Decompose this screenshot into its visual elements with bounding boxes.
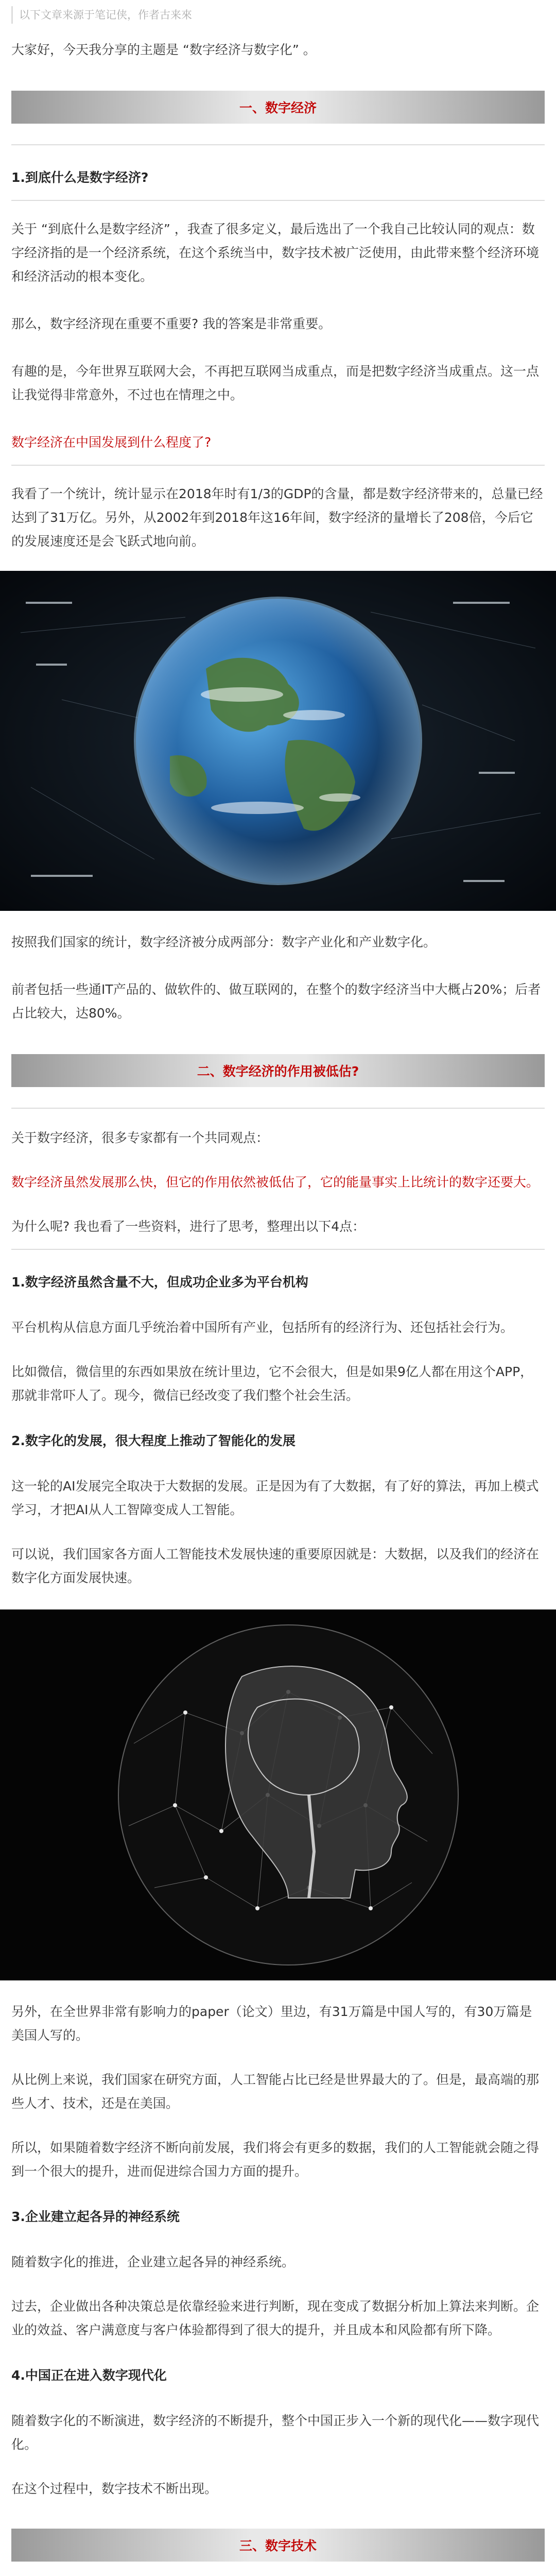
- earth-network-image: [0, 571, 556, 911]
- question-heading: 1.到底什么是数字经济?: [11, 170, 149, 185]
- paragraph: 为什么呢? 我也看了一些资料，进行了思考，整理出以下4点：: [11, 1219, 366, 1234]
- paragraph: 关于 “到底什么是数字经济” ，我查了很多定义，最后选出了一个我自己比较认同的观点：数字经济指的是一个经济系统，在这个系统当中，数字技术被广泛使用，由此带来整个经济环境和经济活动的根本变化。: [11, 222, 540, 284]
- paragraph: 我看了一个统计，统计显示在2018年时有1/3的GDP的含量，都是数字经济带来的，总量已经达到了31万亿。另外，从2002年到2018年这16年间，数字经济的量增长了208倍，今后它的发展速度还是会飞跃式地向前。: [11, 486, 543, 549]
- point-heading-1: 1.数字经济虽然含量不大，但成功企业多为平台机构: [11, 1275, 308, 1290]
- paragraph: 平台机构从信息方面几乎统治着中国所有产业，包括所有的经济行为、还包括社会行为。: [11, 1320, 514, 1335]
- paragraph: 从比例上来说，我们国家在研究方面，人工智能占比已经是世界最大的了。但是，最高端的那些人才、技术，还是在美国。: [11, 2072, 540, 2111]
- paragraph: 这一轮的AI发展完全取决于大数据的发展。正是因为有了大数据，有了好的算法，再加上模式学习，才把AI从人工智障变成人工智能。: [11, 1479, 539, 1517]
- point-heading-2: 2.数字化的发展，很大程度上推动了智能化的发展: [11, 1433, 296, 1448]
- ai-head-image: [0, 1609, 556, 1980]
- section-title: 一、数字经济: [239, 100, 317, 115]
- paragraph: 按照我们国家的统计，数字经济被分成两部分：数字产业化和产业数字化。: [11, 935, 437, 950]
- paragraph: 在这个过程中，数字技术不断出现。: [11, 2481, 218, 2496]
- paragraph: 所以，如果随着数字经济不断向前发展，我们将会有更多的数据，我们的人工智能就会随之得到一个很大的提升，进而促进综合国力方面的提升。: [11, 2140, 540, 2179]
- red-paragraph: 数字经济虽然发展那么快，但它的作用依然被低估了，它的能量事实上比统计的数字还要大。: [11, 1175, 540, 1190]
- paragraph: 有趣的是，今年世界互联网大会，不再把互联网当成重点，而是把数字经济当成重点。这一点让我觉得非常意外，不过也在情理之中。: [11, 364, 540, 402]
- section-title: 二、数字经济的作用被低估?: [197, 1064, 359, 1079]
- section-heading-2: [11, 1054, 545, 1087]
- paragraph: 随着数字化的不断演进，数字经济的不断提升，整个中国正步入一个新的现代化——数字现代化。: [11, 2413, 540, 2452]
- paragraph: 比如微信，微信里的东西如果放在统计里边，它不会很大，但是如果9亿人都在用这个APP，那就非常吓人了。现今，微信已经改变了我们整个社会生活。: [11, 1364, 533, 1403]
- paragraph: 随着数字化的推进，企业建立起各异的神经系统。: [11, 2255, 295, 2269]
- intro-paragraph: 大家好，今天我分享的主题是 “数字经济与数字化” 。: [11, 42, 316, 57]
- section-heading-1: [11, 91, 545, 124]
- paragraph: 可以说，我们国家各方面人工智能技术发展快速的重要原因就是：大数据，以及我们的经济在数字化方面发展快速。: [11, 1547, 540, 1585]
- paragraph: 前者包括一些通IT产品的、做软件的、做互联网的，在整个的数字经济当中大概占20%；后者占比较大，达80%。: [11, 982, 541, 1021]
- point-heading-4: 4.中国正在进入数字现代化: [11, 2368, 167, 2383]
- paragraph: 另外，在全世界非常有影响力的paper（论文）里边，有31万篇是中国人写的，有30万篇是美国人写的。: [11, 2004, 532, 2043]
- paragraph: 那么，数字经济现在重要不重要? 我的答案是非常重要。: [11, 316, 332, 331]
- article: [0, 6, 556, 2576]
- section-title: 三、数字技术: [239, 2538, 317, 2553]
- point-heading-3: 3.企业建立起各异的神经系统: [11, 2209, 180, 2224]
- section-heading-3: [11, 2529, 545, 2562]
- source-note: 以下文章来源于笔记侠，作者古来來: [11, 6, 556, 24]
- paragraph: 过去，企业做出各种决策总是依靠经验来进行判断，现在变成了数据分析加上算法来判断。企业的效益、客户满意度与客户体验都得到了很大的提升，并且成本和风险都有所下降。: [11, 2299, 540, 2337]
- red-question: 数字经济在中国发展到什么程度了?: [11, 435, 212, 450]
- paragraph: 关于数字经济，很多专家都有一个共同观点：: [11, 1130, 269, 1145]
